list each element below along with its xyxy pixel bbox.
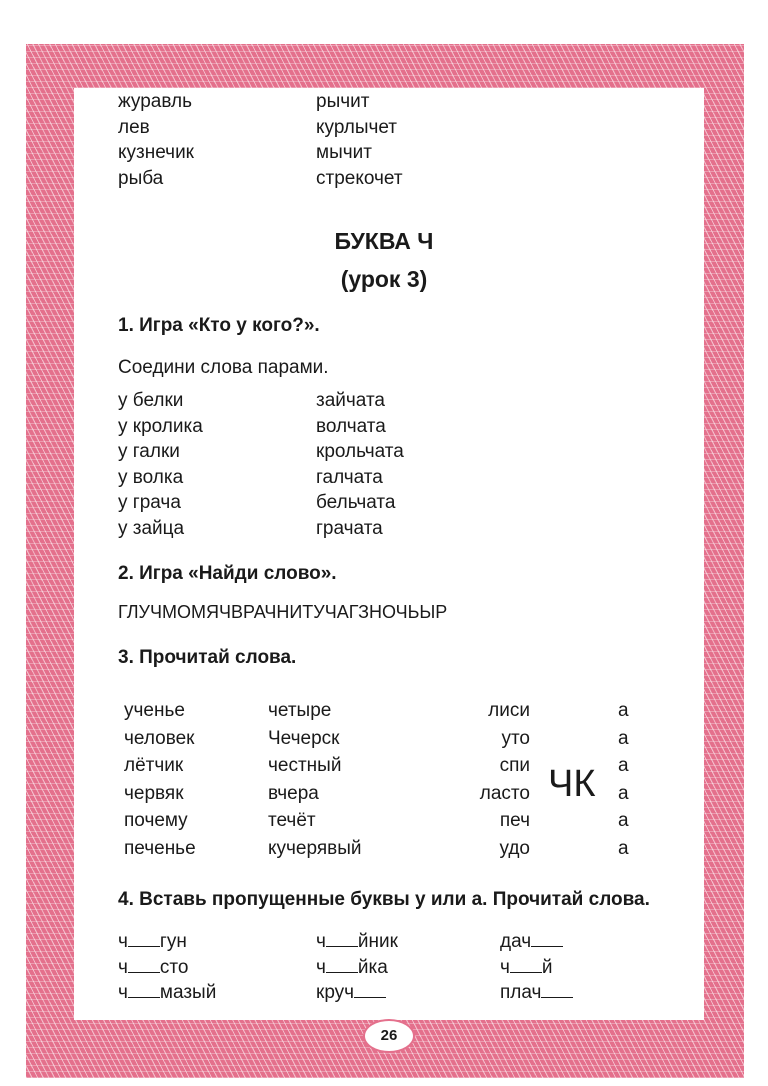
- list-item: галчата: [316, 466, 383, 488]
- list-item: а: [618, 810, 629, 831]
- word-prefix: дач: [500, 931, 532, 952]
- word-suffix: й: [541, 956, 553, 978]
- blank-field[interactable]: [541, 981, 573, 998]
- fill-in-word: [316, 980, 398, 1006]
- list-item: крольчата: [316, 441, 404, 462]
- list-item: волчата: [316, 415, 386, 437]
- word-prefix: ч: [118, 982, 128, 1003]
- task3-word-stems: [440, 697, 530, 862]
- word-suffix: йник: [357, 931, 398, 952]
- word-prefix: круч: [316, 982, 355, 1003]
- word-prefix: ч: [118, 931, 128, 952]
- list-item: у зайца: [118, 517, 185, 539]
- list-item: кучерявый: [268, 837, 362, 859]
- blank-field[interactable]: [128, 930, 160, 947]
- fill-in-word: [118, 980, 216, 1006]
- task3-center-letters: ЧК: [548, 763, 596, 805]
- list-item: у грача: [118, 492, 181, 513]
- blank-field[interactable]: [128, 981, 160, 998]
- list-item: а: [618, 782, 629, 804]
- task3-heading: 3. Прочитай слова.: [118, 647, 297, 668]
- blank-field[interactable]: [326, 956, 358, 973]
- task4-column-1: [118, 929, 216, 1006]
- list-item: грачата: [316, 517, 383, 539]
- list-item: червяк: [124, 782, 184, 804]
- word-prefix: ч: [118, 956, 128, 978]
- task4-column-2: [316, 929, 398, 1006]
- fill-in-word: [500, 980, 573, 1006]
- list-item: честный: [268, 755, 342, 776]
- page-subtitle: (урок 3): [340, 266, 428, 292]
- top-pairs-left: [118, 89, 194, 191]
- list-item: рыба: [118, 167, 164, 189]
- fill-in-word: [500, 929, 573, 955]
- word-prefix: ч: [500, 956, 510, 978]
- list-item: Чечерск: [268, 727, 340, 749]
- list-item: ученье: [124, 700, 185, 721]
- list-item: кузнечик: [118, 142, 194, 163]
- list-item: у галки: [118, 441, 180, 462]
- list-item: четыре: [268, 700, 332, 721]
- list-item: зайчата: [316, 390, 385, 411]
- list-item: вчера: [268, 782, 319, 804]
- list-item: а: [618, 837, 629, 859]
- blank-field[interactable]: [354, 981, 386, 998]
- list-item: рычит: [316, 91, 370, 112]
- blank-field[interactable]: [510, 956, 542, 973]
- word-suffix: сто: [159, 956, 189, 978]
- task2-letter-string: ГЛУЧМОМЯЧВРАЧНИТУЧАГЗНОЧЬЫР: [118, 602, 448, 622]
- word-suffix: йка: [357, 956, 388, 978]
- list-item: а: [618, 755, 629, 776]
- list-item: лев: [118, 116, 150, 138]
- list-item: а: [618, 727, 629, 749]
- list-item: мычит: [316, 142, 372, 163]
- task1-instruction: Соедини слова парами.: [118, 357, 329, 378]
- task1-heading: 1. Игра «Кто у кого?».: [118, 315, 320, 336]
- task3-column-2: [268, 697, 362, 862]
- task1-right-column: [316, 388, 404, 541]
- fill-in-word: [118, 955, 216, 981]
- list-item: у белки: [118, 390, 184, 411]
- word-suffix: мазый: [159, 982, 217, 1003]
- word-suffix: гун: [159, 931, 187, 952]
- list-item: журавль: [118, 91, 192, 112]
- word-prefix: ч: [316, 956, 326, 978]
- task3-column-1: [124, 697, 196, 862]
- task4-heading: 4. Вставь пропущенные буквы у или а. Прочитай слова.: [118, 889, 650, 910]
- list-item: ласто: [479, 782, 530, 804]
- top-pairs-right: [316, 89, 403, 191]
- list-item: лиси: [488, 700, 530, 721]
- fill-in-word: [316, 929, 398, 955]
- list-item: печенье: [124, 837, 196, 859]
- blank-field[interactable]: [326, 930, 358, 947]
- task2-heading: 2. Игра «Найди слово».: [118, 563, 337, 584]
- list-item: уто: [501, 727, 530, 749]
- list-item: бельчата: [316, 492, 396, 513]
- list-item: спи: [499, 755, 530, 776]
- word-prefix: плач: [500, 982, 542, 1003]
- page-number: 26: [363, 1019, 415, 1053]
- list-item: курлычет: [316, 116, 398, 138]
- list-item: печ: [499, 810, 530, 831]
- blank-field[interactable]: [128, 956, 160, 973]
- list-item: стрекочет: [316, 167, 403, 189]
- page-title: БУКВА Ч: [334, 228, 434, 254]
- word-prefix: ч: [316, 931, 326, 952]
- list-item: почему: [124, 810, 188, 831]
- list-item: удо: [499, 837, 530, 859]
- task4-column-3: [500, 929, 573, 1006]
- list-item: человек: [124, 727, 195, 749]
- list-item: течёт: [268, 810, 316, 831]
- task3-endings: [618, 697, 629, 862]
- list-item: у волка: [118, 466, 184, 488]
- fill-in-word: [316, 955, 398, 981]
- blank-field[interactable]: [531, 930, 563, 947]
- fill-in-word: [500, 955, 573, 981]
- list-item: лётчик: [124, 755, 184, 776]
- fill-in-word: [118, 929, 216, 955]
- task1-left-column: [118, 388, 203, 541]
- list-item: у кролика: [118, 415, 203, 437]
- list-item: а: [618, 700, 629, 721]
